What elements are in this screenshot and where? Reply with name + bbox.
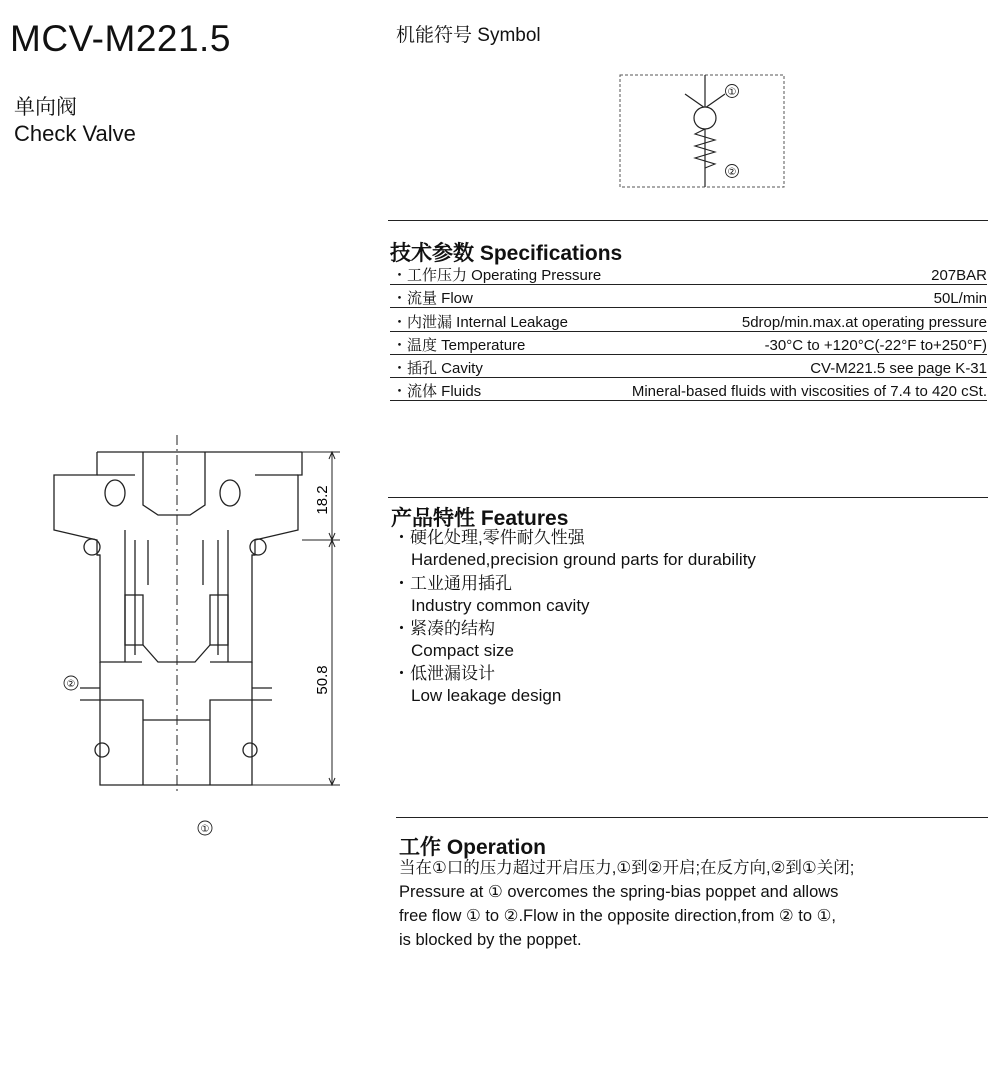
symbol-title: 机能符号 Symbol [396, 25, 541, 46]
spec-top-rule [388, 220, 988, 221]
spec-label: ・温度 Temperature [392, 337, 526, 354]
symbol-port2-label: ② [727, 167, 737, 178]
spec-row-fluids [390, 378, 987, 401]
feature-item [393, 527, 756, 571]
features-title: 产品特性 Features [391, 507, 569, 530]
spec-value: 5drop/min.max.at operating pressure [741, 314, 987, 331]
spec-value: 207BAR [931, 267, 987, 284]
symbol-port1-label: ① [727, 87, 737, 98]
operation-title: 工作 Operation [399, 836, 547, 859]
check-valve-symbol [615, 72, 790, 192]
cross-section-drawing [40, 430, 360, 845]
feature-en: Industry common cavity [411, 596, 590, 615]
feature-item [393, 663, 561, 707]
spec-label: ・内泄漏 Internal Leakage [392, 314, 568, 331]
feature-en: Compact size [411, 641, 514, 660]
feature-cn: ・硬化处理,零件耐久性强 [393, 528, 585, 547]
feature-item [393, 573, 590, 617]
feature-cn: ・低泄漏设计 [393, 664, 495, 683]
spec-value: -30°C to +120°C(-22°F to+250°F) [764, 337, 987, 354]
product-name-cn: 单向阀 [14, 96, 77, 119]
operation-line: Pressure at ① overcomes the spring-bias poppet and allows [399, 883, 839, 901]
features-top-rule [388, 497, 988, 498]
operation-line: is blocked by the poppet. [399, 931, 582, 949]
operation-line: 当在①口的压力超过开启压力,①到②开启;在反方向,②到①关闭; [399, 859, 855, 877]
spec-row-temperature [390, 332, 987, 355]
spec-label: ・流量 Flow [392, 290, 473, 307]
drawing-port2-label: ② [66, 679, 76, 690]
spec-row-flow [390, 285, 987, 308]
spec-label: ・工作压力 Operating Pressure [392, 267, 602, 284]
spec-row-pressure [390, 262, 987, 285]
spec-label: ・插孔 Cavity [392, 360, 483, 377]
spec-value: CV-M221.5 see page K-31 [810, 360, 987, 377]
feature-cn: ・工业通用插孔 [393, 574, 512, 593]
feature-en: Low leakage design [411, 686, 562, 705]
spec-row-cavity [390, 355, 987, 378]
feature-cn: ・紧凑的结构 [393, 619, 495, 638]
spec-value: 50L/min [933, 290, 987, 307]
feature-item [393, 618, 514, 662]
spec-label: ・流体 Fluids [392, 383, 482, 400]
operation-line: free flow ① to ②.Flow in the opposite direction,from ② to ①, [399, 907, 837, 925]
spec-value: Mineral-based fluids with viscosities of 7.4 to 420 cSt. [631, 383, 987, 400]
feature-en: Hardened,precision ground parts for durability [411, 550, 756, 569]
operation-top-rule [396, 817, 988, 818]
model-number: MCV-M221.5 [10, 18, 231, 59]
spec-row-leakage [390, 309, 987, 332]
specifications-title: 技术参数 Specifications [390, 242, 623, 265]
product-name-en: Check Valve [14, 121, 136, 146]
dimension-upper: 18.2 [314, 485, 331, 515]
drawing-port1-label: ① [200, 824, 210, 835]
dimension-lower: 50.8 [314, 665, 331, 695]
